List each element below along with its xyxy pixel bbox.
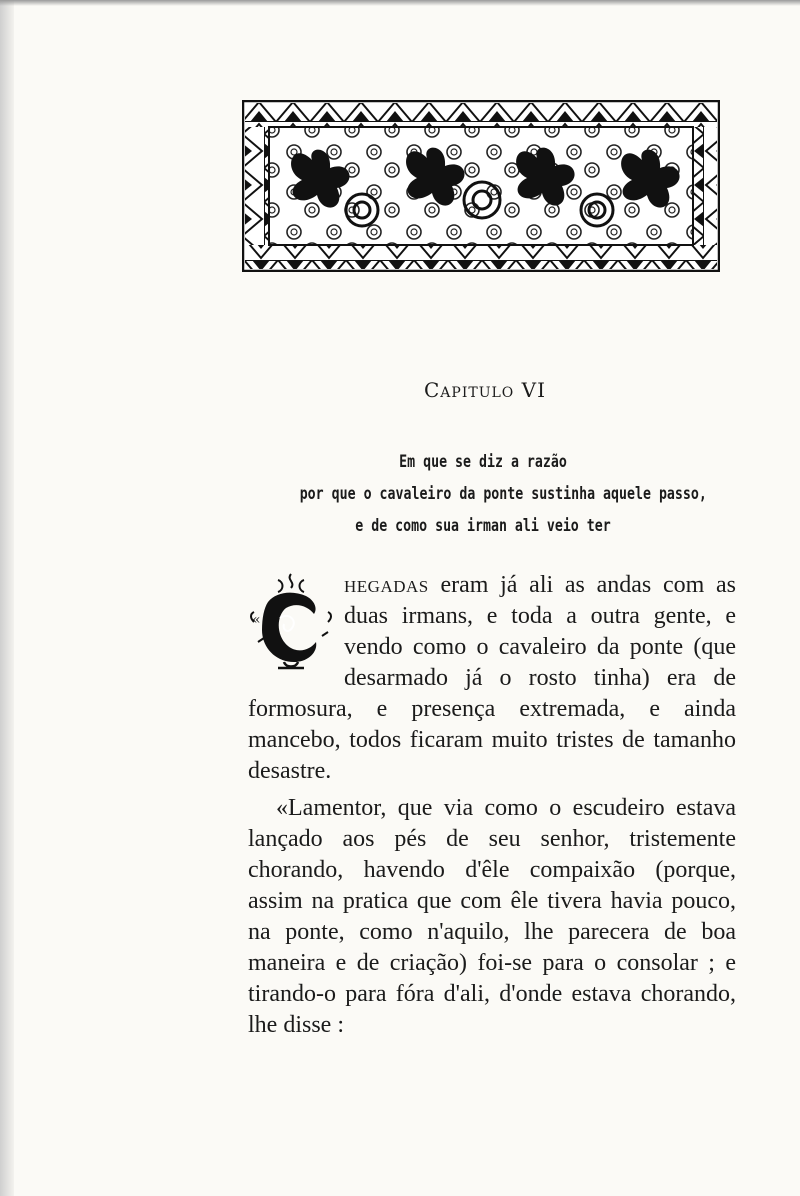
- body-text: [248, 570, 736, 1041]
- drop-cap: [248, 572, 334, 672]
- chapter-subtitle: [299, 446, 707, 542]
- subtitle-line: por que o cavaleiro da ponte sustinha aquele passo,: [299, 484, 707, 504]
- decorative-headpiece: [242, 100, 720, 272]
- paragraph: [248, 570, 736, 787]
- paragraph-text: eram já ali as andas com as duas irmans, e toda a outra gente, e vendo como o cavaleiro da ponte (que desarmado já o rosto tinha) era de formosura, e presença extremada, e ainda mancebo, todos ficaram muito tristes de tamanho desastre.: [248, 572, 736, 784]
- lead-word: hegadas: [344, 572, 429, 598]
- chapter-label: Capitulo: [424, 378, 515, 402]
- chapter-number: VI: [521, 378, 546, 402]
- page-edge-shadow: [0, 0, 14, 1196]
- page-top-shadow: [0, 0, 800, 6]
- chapter-heading: [0, 378, 800, 402]
- subtitle-line: e de como sua irman ali veio ter: [355, 516, 611, 536]
- svg-text:«: «: [252, 612, 261, 628]
- paragraph: «Lamentor, que via como o escudeiro estava lançado aos pés de seu senhor, tristemente chorando, havendo d'êle compaixão (porque, assim na pratica que com êle tivera havia pouco, na ponte, como n'aquilo, lhe parecera de boa maneira e de criação) foi-se para o consolar ; e tirando-o para fóra d'ali, d'onde estava chorando, lhe disse :: [248, 795, 736, 1038]
- subtitle-line: Em que se diz a razão: [399, 452, 567, 472]
